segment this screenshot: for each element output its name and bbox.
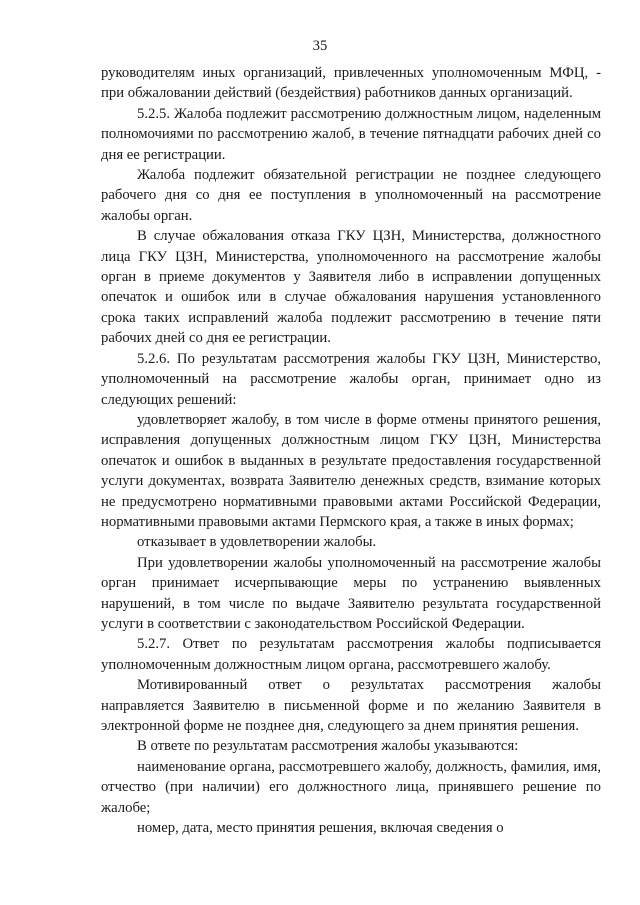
paragraph-11: В ответе по результатам рассмотрения жалобы указываются: [137, 738, 519, 755]
paragraph-9: 5.2.7. Ответ по результатам рассмотрения жалобы подписывается уполномоченным должностным лицом органа, рассмотревшего жалобу. [101, 636, 601, 673]
paragraph-7: отказывает в удовлетворении жалобы. [137, 534, 377, 551]
document-body [101, 63, 601, 838]
paragraph-3: Жалоба подлежит обязательной регистрации не позднее следующего рабочего дня со дня ее поступления в уполномоченный на рассмотрение жалобы орган. [101, 167, 601, 224]
paragraph-2: 5.2.5. Жалоба подлежит рассмотрению должностным лицом, наделенным полномочиями по рассмотрению жалоб, в течение пятнадцати рабочих дней со дня ее регистрации. [101, 105, 601, 163]
paragraph-12: наименование органа, рассмотревшего жалобу, должность, фамилия, имя, отчество (при наличии) его должностного лица, принявшего решение по жалобе; [101, 758, 601, 816]
paragraph-1: руководителям иных организаций, привлеченных уполномоченным МФЦ, - при обжаловании действий (бездействия) работников данных организаций. [101, 65, 601, 102]
paragraph-6: удовлетворяет жалобу, в том числе в форме отмены принятого решения, исправления допущенных должностным лицом ГКУ ЦЗН, Министерства опечаток и ошибок в выданных в результате предоставления государственной услуги документах, возврата Заявителю денежных средств, взимание которых не предусмотрено нормативными правовыми актами Российской Федерации, нормативными правовыми актами Пермского края, а также в иных формах; [101, 411, 601, 530]
paragraph-5: 5.2.6. По результатам рассмотрения жалобы ГКУ ЦЗН, Министерство, уполномоченный на рассмотрение жалобы орган, принимает одно из следующих решений: [101, 350, 601, 408]
paragraph-13: номер, дата, место принятия решения, включая сведения о [137, 820, 504, 837]
paragraph-8: При удовлетворении жалобы уполномоченный на рассмотрение жалобы орган принимает исчерпывающие меры по устранению выявленных нарушений, в том числе по выдаче Заявителю результата государственной услуги в соответствии с законодательством Российской Федерации. [101, 554, 601, 632]
paragraph-10: Мотивированный ответ о результатах рассмотрения жалобы направляется Заявителю в письменной форме и по желанию Заявителя в электронной форме не позднее дня, следующего за днем принятия решения. [101, 677, 601, 734]
page-number: 35 [312, 38, 328, 54]
paragraph-4: В случае обжалования отказа ГКУ ЦЗН, Министерства, должностного лица ГКУ ЦЗН, Министерства, уполномоченного на рассмотрение жалобы орган в приеме документов у Заявителя либо в исправлении допущенных опечаток и ошибок или в случае обжалования нарушения установленного срока таких исправлений жалоба подлежит рассмотрению в течение пяти рабочих дней со дня ее регистрации. [101, 228, 601, 347]
